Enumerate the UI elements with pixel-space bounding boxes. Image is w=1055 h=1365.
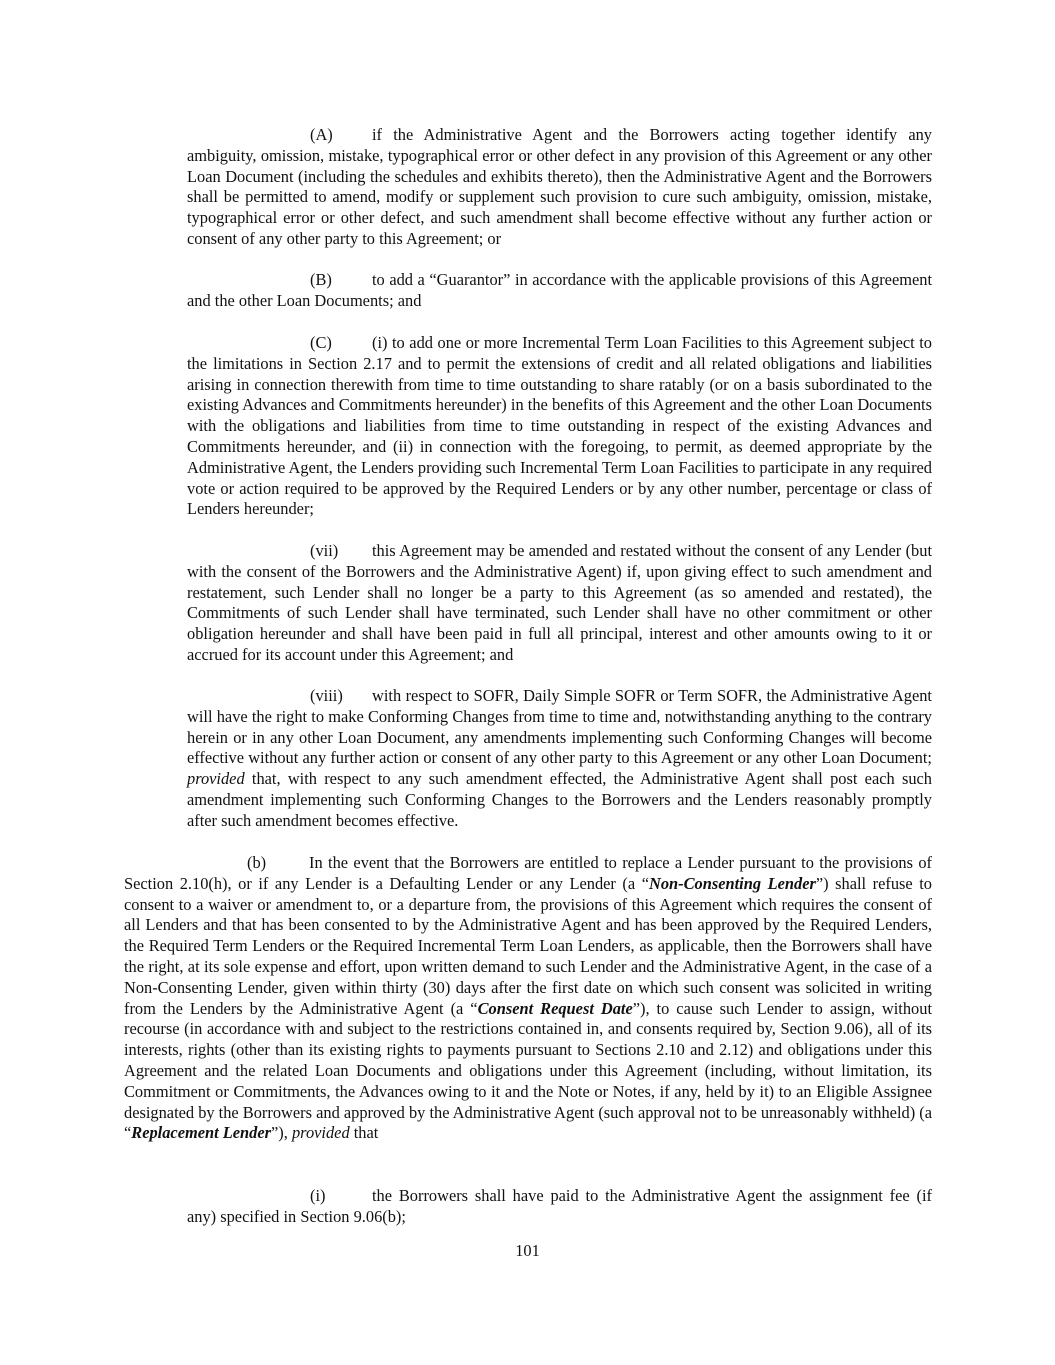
- paragraph-viii: [187, 686, 932, 832]
- paragraph-marker: (A): [310, 125, 333, 144]
- paragraph-text: to add a “Guarantor” in accordance with the applicable provisions of this Agreement and the other Loan Documents; and: [187, 270, 932, 310]
- provided-term: provided: [187, 769, 245, 789]
- paragraph-text: ”) shall refuse to consent to a waiver or amendment to, or a departure from, the provisions of this Agreement which requires the consent of all Lenders and that has been consented to by the Administrative Agent and has been approved by the Required Lenders, the Required Term Lenders or the Required Incremental Term Loan Lenders, as applicable, then the Borrowers shall have the right, at its sole expense and effort, upon written demand to such Lender and the Administrative Agent, in the case of a Non-Consenting Lender, given within thirty (30) days after the first date on which such consent was solicited in writing from the Lenders by the Administrative Agent (a “: [124, 873, 932, 1018]
- paragraph-marker: (B): [310, 270, 332, 289]
- paragraph-text: ”), to cause such Lender to assign, without recourse (in accordance with and subject to the restrictions contained in, and consents required by, Section 9.06), all of its interests, rights (other than its existing rights to payments pursuant to Sections 2.10 and 2.12) and obligations under this Agreement and the related Loan Documents and obligations under this Agreement (including, without limitation, its Commitment or Commitments, the Advances owing to it and the Note or Notes, if any, held by it) to an Eligible Assignee designated by the Borrowers and approved by the Administrative Agent (such approval not to be unreasonably withheld) (a “: [124, 998, 933, 1143]
- paragraph-i: [187, 1186, 932, 1228]
- paragraph-text: that: [353, 1123, 379, 1143]
- paragraph-marker: (b): [247, 853, 267, 872]
- paragraph-text: ”),: [271, 1123, 288, 1143]
- paragraph-marker: (i): [310, 1186, 326, 1205]
- paragraph-marker: (vii): [310, 541, 339, 560]
- paragraph-text: this Agreement may be amended and restated without the consent of any Lender (but with the consent of the Borrowers and the Administrative Agent) if, upon giving effect to such amendment and restatement, such Lender shall no longer be a party to this Agreement (as so amended and restated), the Commitments of such Lender shall have terminated, such Lender shall have no other commitment or other obligation hereunder and shall have been paid in full all principal, interest and other amounts owing to it or accrued for its account under this Agreement; and: [187, 541, 932, 664]
- paragraph-text: if the Administrative Agent and the Borrowers acting together identify any ambiguity, omission, mistake, typographical error or other defect in any provision of this Agreement or any other Loan Document (including the schedules and exhibits thereto), then the Administrative Agent and the Borrowers shall be permitted to amend, modify or supplement such provision to cure such ambiguity, omission, mistake, typographical error or other defect, and such amendment shall become effective without any further action or consent of any other party to this Agreement; or: [187, 125, 932, 248]
- paragraph-text: (i) to add one or more Incremental Term Loan Facilities to this Agreement subject to the limitations in Section 2.17 and to permit the extensions of credit and all related obligations and liabilities arising in connection therewith from time to time outstanding to share ratably (or on a basis subordinated to the existing Advances and Commitments hereunder) in the benefits of this Agreement and the other Loan Documents with the obligations and liabilities from time to time outstanding in respect of the existing Advances and Commitments hereunder, and (ii) in connection with the foregoing, to permit, as deemed appropriate by the Administrative Agent, the Lenders providing such Incremental Term Loan Facilities to participate in any required vote or action required to be approved by the Required Lenders or by any other number, percentage or class of Lenders hereunder;: [187, 333, 932, 519]
- paragraph-text: with respect to SOFR, Daily Simple SOFR or Term SOFR, the Administrative Agent will have the right to make Conforming Changes from time to time and, notwithstanding anything to the contrary herein or in any other Loan Document, any amendments implementing such Conforming Changes will become effective without any further action or consent of any other party to this Agreement or any other Loan Document;: [187, 686, 932, 768]
- paragraph-marker: (C): [310, 333, 332, 352]
- paragraph-text: the Borrowers shall have paid to the Administrative Agent the assignment fee (if any) specified in Section 9.06(b);: [187, 1186, 932, 1226]
- paragraph-b: [124, 853, 932, 1144]
- defined-term-non-consenting-lender: Non-Consenting Lender: [649, 873, 816, 893]
- paragraph-vii: [187, 541, 932, 666]
- defined-term-consent-request-date: Consent Request Date: [477, 998, 633, 1018]
- page-number: 101: [515, 1241, 540, 1260]
- paragraph-B: [187, 270, 932, 312]
- defined-term-replacement-lender: Replacement Lender: [131, 1123, 272, 1143]
- paragraph-C: [187, 333, 932, 520]
- paragraph-A: [187, 125, 932, 250]
- paragraph-text: In the event that the Borrowers are entitled to replace a Lender pursuant to the provisions of Section 2.10(h), or if any Lender is a Defaulting Lender or any Lender (a “: [124, 853, 932, 893]
- paragraph-marker: (viii): [310, 686, 343, 705]
- paragraph-text: that, with respect to any such amendment effected, the Administrative Agent shall post each such amendment implementing such Conforming Changes to the Borrowers and the Lenders reasonably promptly after such amendment becomes effective.: [187, 769, 932, 830]
- provided-term: provided: [291, 1123, 350, 1143]
